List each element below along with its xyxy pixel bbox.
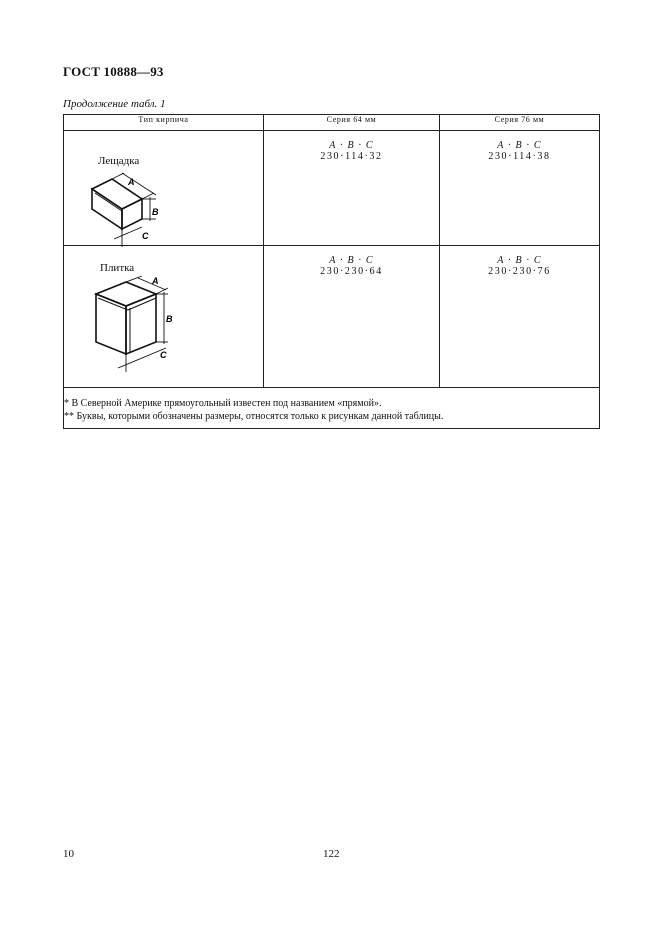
brick-type-cell: [64, 131, 264, 246]
footnote: * В Северной Америке прямоугольный известен под названием «прямой».: [64, 398, 382, 409]
brick-type-name: Плитка: [100, 262, 135, 274]
column-header-series-64: Серия 64 мм: [264, 115, 440, 131]
dimension-value: 230·230·76: [488, 266, 551, 277]
footnote: ** Буквы, которыми обозначены размеры, относятся только к рисункам данной таблицы.: [64, 411, 444, 422]
series-64-cell: [264, 131, 440, 246]
dimension-value: 230·114·38: [488, 151, 551, 162]
dimension-formula: A · B · C: [329, 140, 374, 151]
dimension-label-b: B: [166, 314, 173, 324]
dimension-value: 230·230·64: [320, 266, 383, 277]
page-number-center: 122: [323, 848, 340, 860]
dimension-formula: A · B · C: [497, 255, 542, 266]
series-76-cell: [440, 131, 600, 246]
brick-table: [63, 114, 600, 429]
dimension-label-c: C: [142, 231, 149, 241]
document-title: ГОСТ 10888—93: [63, 64, 164, 79]
table-header-row: [64, 115, 600, 131]
dimension-label-c: C: [160, 350, 167, 360]
footnotes-row: [64, 388, 600, 429]
dimension-formula: A · B · C: [497, 140, 542, 151]
brick-type-cell: [64, 246, 264, 388]
brick-drawing-plitka: [84, 276, 194, 382]
table-row: [64, 246, 600, 388]
dimension-label-a: A: [152, 276, 159, 286]
table-caption: Продолжение табл. 1: [63, 98, 166, 110]
column-header-type: Тип кирпича: [64, 115, 264, 131]
brick-type-name: Лещадка: [98, 155, 140, 167]
column-header-series-76: Серия 76 мм: [440, 115, 600, 131]
brick-drawing-leshchadka: [84, 171, 174, 251]
dimension-label-b: B: [152, 207, 159, 217]
dimension-formula: A · B · C: [329, 255, 374, 266]
series-64-cell: [264, 246, 440, 388]
dimension-value: 230·114·32: [320, 151, 383, 162]
series-76-cell: [440, 246, 600, 388]
page-number-left: 10: [63, 848, 74, 860]
footnotes-cell: [64, 388, 600, 429]
dimension-label-a: A: [128, 177, 135, 187]
table-row: [64, 131, 600, 246]
